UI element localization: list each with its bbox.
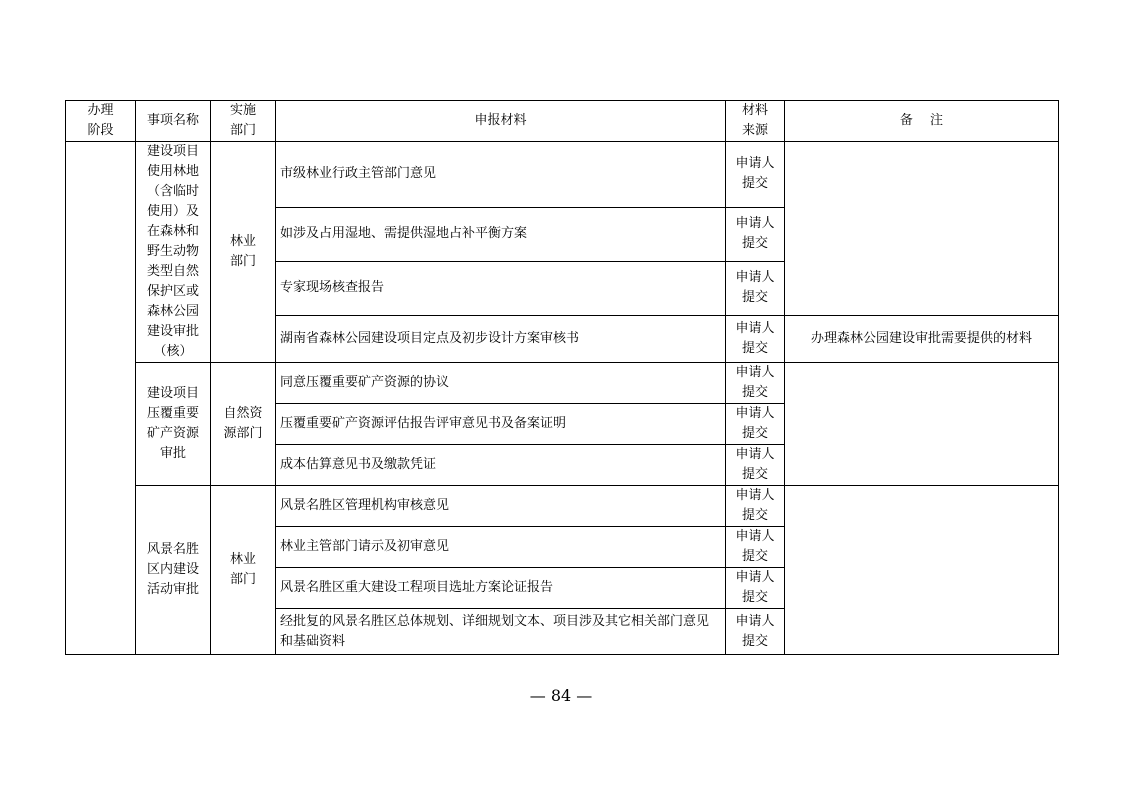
note-cell [785, 363, 1059, 486]
page-number: — 84 — [529, 686, 593, 705]
material-cell: 同意压覆重要矿产资源的协议 [276, 363, 726, 404]
approval-materials-table [65, 100, 1059, 655]
material-cell: 如涉及占用湿地、需提供湿地占补平衡方案 [276, 207, 726, 261]
note-cell: 办理森林公园建设审批需要提供的材料 [785, 315, 1059, 362]
header-row [66, 101, 1059, 142]
header-material: 申报材料 [276, 101, 726, 142]
header-dept: 实施 部门 [211, 101, 276, 142]
material-cell: 经批复的风景名胜区总体规划、详细规划文本、项目涉及其它相关部门意见和基础资料 [276, 609, 726, 655]
source-cell: 申请人 提交 [726, 261, 785, 315]
stage-cell [66, 142, 136, 655]
material-cell: 成本估算意见书及缴款凭证 [276, 445, 726, 486]
source-cell: 申请人 提交 [726, 445, 785, 486]
material-cell: 压覆重要矿产资源评估报告评审意见书及备案证明 [276, 404, 726, 445]
dept-cell: 林业 部门 [211, 486, 276, 655]
item-name-cell: 建设项目压覆重要矿产资源审批 [136, 363, 211, 486]
header-stage: 办理 阶段 [66, 101, 136, 142]
item-name-cell: 建设项目使用林地（含临时使用）及在森林和野生动物类型自然保护区或森林公园建设审批（核） [136, 142, 211, 363]
header-source: 材料 来源 [726, 101, 785, 142]
source-cell: 申请人 提交 [726, 404, 785, 445]
note-cell [785, 486, 1059, 655]
header-item: 事项名称 [136, 101, 211, 142]
item-name-cell: 风景名胜区内建设活动审批 [136, 486, 211, 655]
dept-cell: 林业 部门 [211, 142, 276, 363]
source-cell: 申请人 提交 [726, 568, 785, 609]
source-cell: 申请人 提交 [726, 527, 785, 568]
material-cell: 市级林业行政主管部门意见 [276, 142, 726, 208]
material-cell: 湖南省森林公园建设项目定点及初步设计方案审核书 [276, 315, 726, 362]
material-cell: 林业主管部门请示及初审意见 [276, 527, 726, 568]
table-row [66, 486, 1059, 527]
source-cell: 申请人 提交 [726, 609, 785, 655]
material-cell: 风景名胜区重大建设工程项目选址方案论证报告 [276, 568, 726, 609]
source-cell: 申请人 提交 [726, 486, 785, 527]
source-cell: 申请人 提交 [726, 363, 785, 404]
source-cell: 申请人 提交 [726, 315, 785, 362]
source-cell: 申请人 提交 [726, 142, 785, 208]
material-cell: 专家现场核查报告 [276, 261, 726, 315]
table-row [66, 363, 1059, 404]
note-cell [785, 142, 1059, 316]
material-cell: 风景名胜区管理机构审核意见 [276, 486, 726, 527]
table-row [66, 142, 1059, 208]
dept-cell: 自然资 源部门 [211, 363, 276, 486]
header-note: 备 注 [785, 101, 1059, 142]
source-cell: 申请人 提交 [726, 207, 785, 261]
